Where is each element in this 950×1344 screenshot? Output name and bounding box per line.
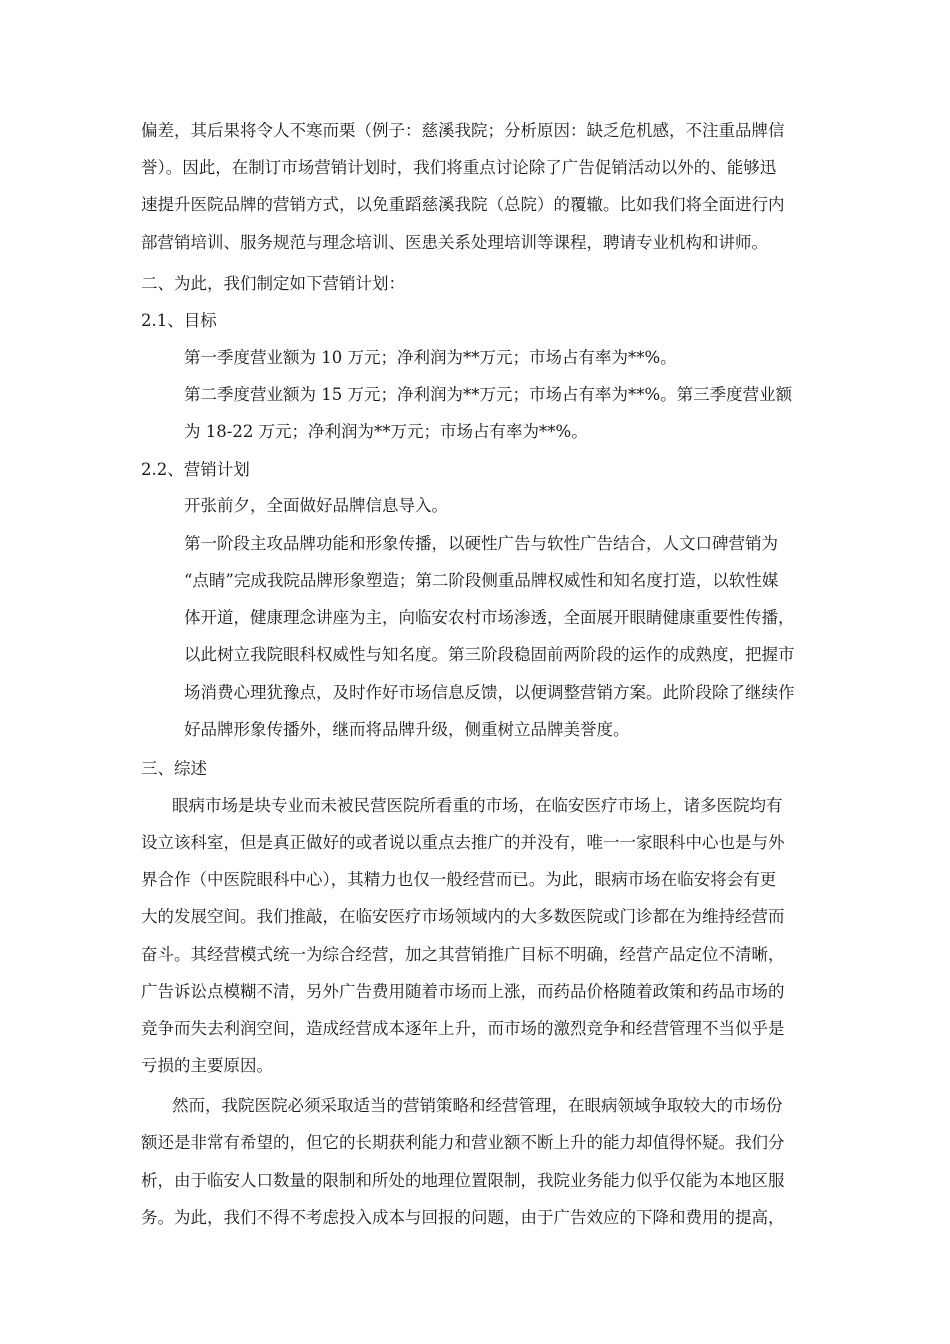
text-line: 奋斗。其经营模式统一为综合经营，加之其营销推广目标不明确，经营产品定位不清晰， bbox=[141, 945, 785, 964]
text-line: 好品牌形象传播外，继而将品牌升级，侧重树立品牌美誉度。 bbox=[184, 720, 630, 739]
text-line: 析，由于临安人口数量的限制和所处的地理位置限制，我院业务能力似乎仅能为本地区服 bbox=[141, 1171, 785, 1190]
text-line: 额还是非常有希望的，但它的长期获利能力和营业额不断上升的能力却值得怀疑。我们分 bbox=[141, 1133, 785, 1152]
text-line: 部营销培训、服务规范与理念培训、医患关系处理培训等课程，聘请专业机构和讲师。 bbox=[141, 233, 768, 252]
text-line: 速提升医院品牌的营销方式，以免重蹈慈溪我院（总院）的覆辙。比如我们将全面进行内 bbox=[141, 195, 785, 214]
text-line: 以此树立我院眼科权威性与知名度。第三阶段稳固前两阶段的运作的成熟度，把握市 bbox=[184, 645, 795, 664]
subsection-heading: 2.2、营销计划 bbox=[141, 460, 250, 479]
text-line: 大的发展空间。我们推敲，在临安医疗市场领域内的大多数医院或门诊都在为维持经营而 bbox=[141, 907, 785, 926]
text-line: 亏损的主要原因。 bbox=[141, 1056, 273, 1075]
text-line: 眼病市场是块专业而未被民营医院所看重的市场，在临安医疗市场上，诸多医院均有 bbox=[172, 796, 783, 815]
text-line: “点睛”完成我院品牌形象塑造；第二阶段侧重品牌权威性和知名度打造，以软性媒 bbox=[184, 571, 779, 590]
text-line: 界合作（中医院眼科中心），其精力也仅一般经营而已。为此，眼病市场在临安将会有更 bbox=[141, 870, 777, 889]
text-line: 为 18-22 万元；净利润为**万元；市场占有率为**%。 bbox=[184, 422, 588, 441]
text-line: 第一季度营业额为 10 万元；净利润为**万元；市场占有率为**%。 bbox=[184, 348, 677, 367]
text-line: 誉）。因此，在制订市场营销计划时，我们将重点讨论除了广告促销活动以外的、能够迅 bbox=[141, 158, 777, 177]
text-line: 设立该科室，但是真正做好的或者说以重点去推广的并没有，唯一一家眼科中心也是与外 bbox=[141, 833, 785, 852]
text-line: 务。为此，我们不得不考虑投入成本与回报的问题，由于广告效应的下降和费用的提高， bbox=[141, 1208, 785, 1227]
subsection-heading: 2.1、目标 bbox=[141, 311, 217, 330]
text-line: 开张前夕，全面做好品牌信息导入。 bbox=[184, 496, 448, 515]
text-line: 广告诉讼点模糊不清，另外广告费用随着市场而上涨，而药品价格随着政策和药品市场的 bbox=[141, 982, 785, 1001]
text-line: 体开道，健康理念讲座为主，向临安农村市场渗透，全面展开眼睛健康重要性传播， bbox=[184, 608, 795, 627]
text-line: 第二季度营业额为 15 万元；净利润为**万元；市场占有率为**%。第三季度营业额 bbox=[184, 385, 793, 404]
text-line: 竞争而失去利润空间，造成经营成本逐年上升，而市场的激烈竞争和经营管理不当似乎是 bbox=[141, 1019, 785, 1038]
section-heading: 二、为此，我们制定如下营销计划： bbox=[141, 274, 405, 293]
text-line: 场消费心理犹豫点，及时作好市场信息反馈，以便调整营销方案。此阶段除了继续作 bbox=[184, 683, 795, 702]
text-line: 然而，我院医院必须采取适当的营销策略和经营管理，在眼病领域争取较大的市场份 bbox=[172, 1096, 783, 1115]
text-line: 偏差，其后果将令人不寒而栗（例子：慈溪我院；分析原因：缺乏危机感，不注重品牌信 bbox=[141, 121, 785, 140]
text-line: 第一阶段主攻品牌功能和形象传播，以硬性广告与软性广告结合，人文口碑营销为 bbox=[184, 534, 778, 553]
section-heading: 三、综述 bbox=[141, 759, 207, 778]
